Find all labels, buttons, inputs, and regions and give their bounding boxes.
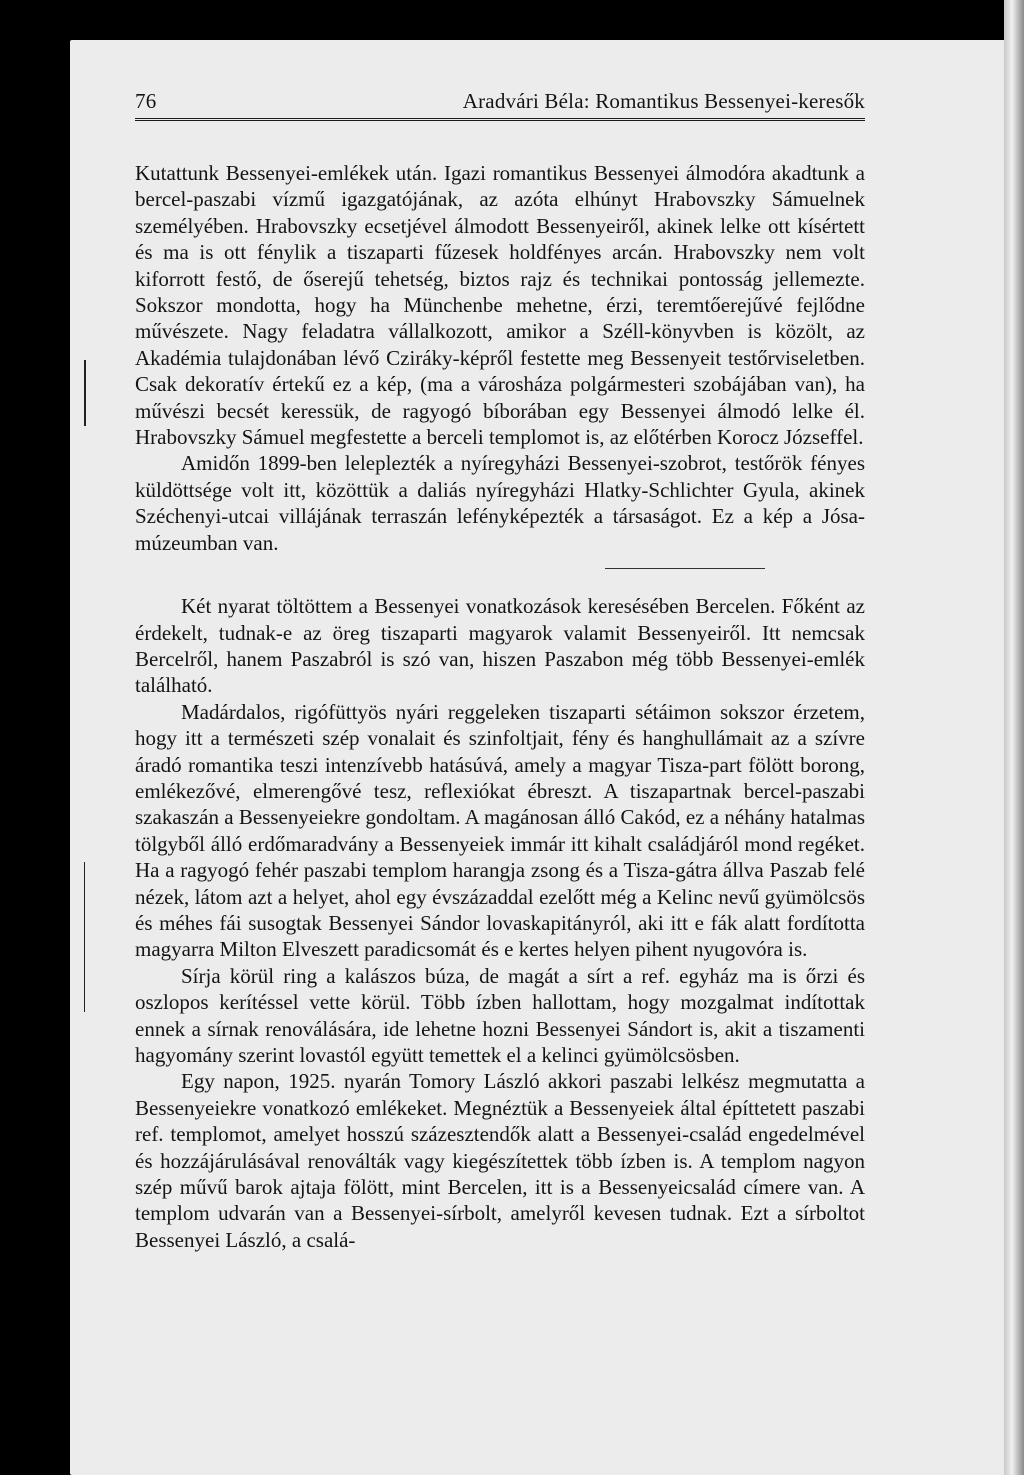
text-column <box>135 88 865 1253</box>
paragraph: Kutattunk Bessenyei-emlékek után. Igazi romantikus Bessenyei álmodóra akadtunk a bercel-paszabi vízmű igazgatójának, az azóta elhúnyt Hrabovszky Sámuelnek személyében. Hrabovszky ecsetjével álmodott Bessenyeiről, akinek lelke ott kísértett és ma is ott fénylik a tiszaparti fűzesek holdfényes arcán. Hrabovszky nem volt kiforrott festő, de őserejű tehetség, biztos rajz és technikai pontosság jellemezte. Sokszor mondotta, hogy ha Münchenbe mehetne, érzi, teremtőerejűvé fejlődne művészete. Nagy feladatra vállalkozott, amikor a Széll-könyvben is közölt, az Akadémia tulajdonában lévő Cziráky-képről festette meg Bessenyeit testőrviseletben. Csak dekoratív értekű ez a kép, (ma a városháza polgármesteri szobájában van), ha művészi becsét keressük, de ragyogó bíborában egy Bessenyei álmodó lelke él. Hrabovszky Sámuel megfestette a berceli templomot is, az előtérben Korocz Józseffel. <box>135 161 865 450</box>
body-text <box>135 160 865 1253</box>
paragraph: Madárdalos, rigófüttyös nyári reggeleken tiszaparti sétáimon sokszor érzetem, hogy itt a természeti szép vonalait és szinfoltjait, fény és hanghullámait az a szívre áradó romantika teszi intenzívebb hatásúvá, amely a magyar Tisza-part fölött borong, emlékezővé, elmerengővé tesz, reflexiókat ébreszt. A tiszapartnak bercel-paszabi szakaszán a Bessenyeiekre gondoltam. A magánosan álló Cakód, ez a néhány hatalmas tölgyből álló erdőmaradvány a Bessenyeiek immár itt kihalt családjáról mond regéket. Ha a ragyogó fehér paszabi templom harangja zsong és a Tisza-gátra állva Paszab felé nézek, látom azt a helyet, ahol egy évszázaddal ezelőtt még a Kelinc nevű gyümölcsös és méhes fái susogtak Bessenyei Sándor lovaskapitányról, aki itt e fák alatt fordította magyarra Milton Elveszett paradicsomát és e kertes helyen pihent nyugovóra is. <box>135 699 865 962</box>
margin-mark <box>84 360 86 426</box>
header-rule <box>135 118 865 122</box>
paragraph: Két nyarat töltöttem a Bessenyei vonatkozások keresésében Bercelen. Főként az érdekelt, tudnak-e az öreg tiszaparti magyarok valamit Bessenyeiről. Itt nemcsak Bercelről, hanem Paszabról is szó van, hiszen Paszabon még több Bessenyei-emlék található. <box>135 594 865 698</box>
margin-mark <box>84 862 85 1012</box>
paragraph: Sírja körül ring a kalászos búza, de magát a sírt a ref. egyház ma is őrzi és oszlopos kerítéssel vette körül. Több ízben hallottam, hogy mozgalmat indítottak ennek a sírnak renoválására, ide lehetne hozni Bessenyei Sándort is, akit a tiszamenti hagyomány szerint lovastól együtt temettek el a kelinci gyümölcsösben. <box>135 963 865 1067</box>
section-divider <box>605 568 765 569</box>
paragraph: Egy napon, 1925. nyarán Tomory László akkori paszabi lelkész megmutatta a Bessenyeiekre vonatkozó emlékeket. Megnéztük a Bessenyeiek által építtetett paszabi ref. templomot, amelyet hosszú százesztendők alatt a Bessenyei-család engedelmével és hozzájárulásával renoválták vagy kiegészítettek több ízben is. A templom nagyon szép művű barok ajtaja fölött, mint Bercelen, itt is a Bessenyeicsalád címere van. A templom udvarán van a Bessenyei-sírbolt, amelyről kevesen tudnak. Ezt a sírboltot Bessenyei László, a csalá- <box>135 1069 865 1252</box>
running-head <box>135 88 865 114</box>
page-edge <box>1004 0 1024 1475</box>
page-number: 76 <box>135 89 157 113</box>
paragraph: Amidőn 1899-ben leleplezték a nyíregyházi Bessenyei-szobrot, testőrök fényes küldöttsége volt itt, közöttük a daliás nyíregyházi Hlatky-Schlichter Gyula, akinek Széchenyi-utcai villájának terraszán lefényképezték a társaságot. Ez a kép a Jósa-múzeumban van. <box>135 451 865 555</box>
running-title: Aradvári Béla: Romantikus Bessenyei-keresők <box>462 89 865 113</box>
